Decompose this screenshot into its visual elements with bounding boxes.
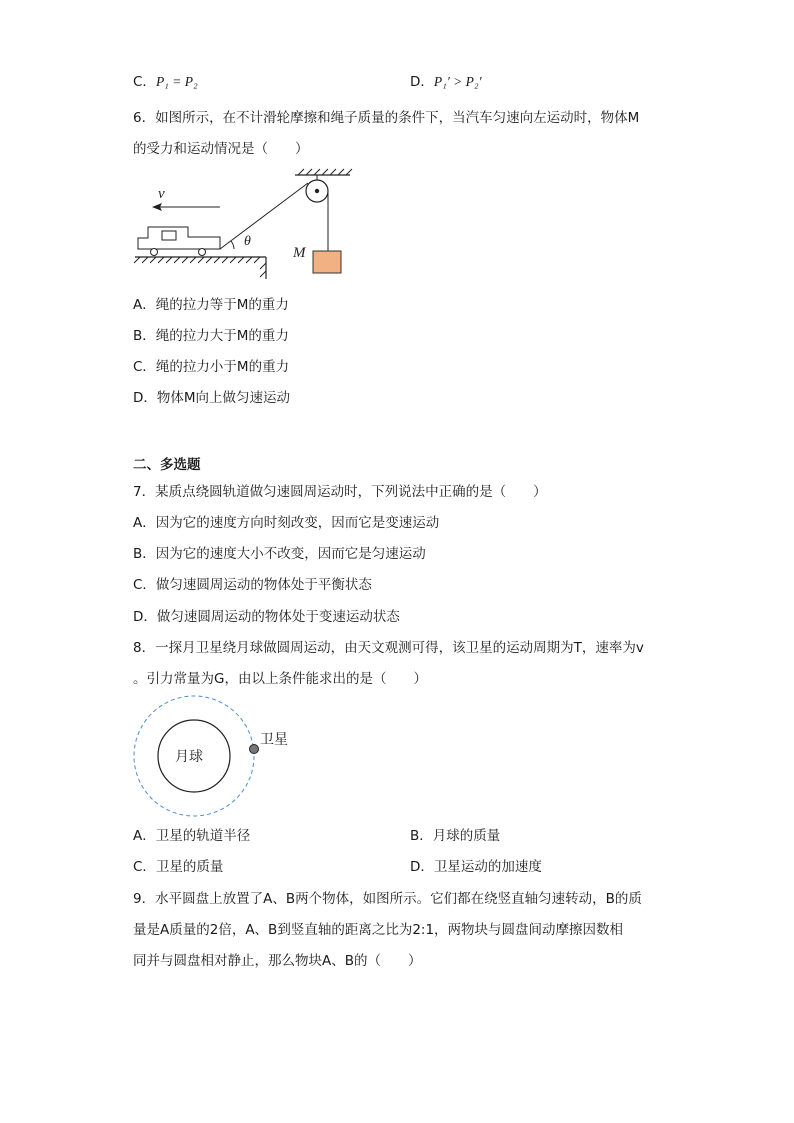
q5-option-c-letter: C． [133, 74, 156, 90]
q7-stem: 7．某质点绕圆轨道做匀速圆周运动时，下列说法中正确的是（ ） [133, 484, 547, 500]
q7-option-a: A．因为它的速度方向时刻改变，因而它是变速运动 [133, 515, 440, 531]
block-m [313, 251, 341, 273]
q8-stem-line2: 。引力常量为G，由以上条件能求出的是（ ） [133, 671, 427, 687]
q9-stem-line2: 量是A质量的2倍，A、B到竖直轴的距离之比为2:1，两物块与圆盘间动摩擦因数相 [133, 922, 624, 938]
q7-option-c: C．做匀速圆周运动的物体处于平衡状态 [133, 577, 372, 593]
angle-label: θ [244, 234, 251, 249]
satellite [250, 745, 259, 754]
q7-option-d: D．做匀速圆周运动的物体处于变速运动状态 [133, 609, 400, 625]
q6-option-b: B．绳的拉力大于M的重力 [133, 328, 289, 344]
q6-stem-line1: 6．如图所示，在不计滑轮摩擦和绳子质量的条件下，当汽车匀速向左运动时，物体M [133, 110, 640, 126]
car [138, 227, 220, 256]
q8-option-b: B．月球的质量 [410, 828, 501, 844]
q5-option-d-expr: P₁′ > P₂′ [433, 74, 482, 89]
velocity-label: v [158, 186, 165, 202]
q8-figure [130, 692, 310, 822]
q5-option-c-expr: P₁ = P₂ [155, 74, 198, 89]
rope-to-car [220, 183, 308, 249]
q9-stem-line1: 9．水平圆盘上放置了A、B两个物体，如图所示。它们都在绕竖直轴匀速转动，B的质 [133, 891, 642, 907]
q6-stem-line2: 的受力和运动情况是（ ） [133, 141, 309, 157]
q5-option-c [133, 72, 198, 92]
ceiling-hatch [298, 169, 352, 175]
q8-option-c: C．卫星的质量 [133, 859, 224, 875]
q7-option-b: B．因为它的速度大小不改变，因而它是匀速运动 [133, 546, 426, 562]
q6-figure [130, 165, 360, 285]
q6-option-d: D．物体M向上做匀速运动 [133, 390, 291, 406]
q8-option-d: D．卫星运动的加速度 [410, 859, 542, 875]
angle-arc [231, 241, 234, 249]
q6-option-c: C．绳的拉力小于M的重力 [133, 359, 290, 375]
ground-hatch [134, 257, 266, 277]
q8-option-a: A．卫星的轨道半径 [133, 828, 251, 844]
q5-option-d [410, 72, 482, 92]
pulley-axle [315, 189, 319, 193]
mass-label: M [293, 245, 306, 261]
q8-stem-line1: 8．一探月卫星绕月球做圆周运动，由天文观测可得，该卫星的运动周期为T，速率为v [133, 640, 644, 656]
q5-option-d-letter: D． [410, 74, 434, 90]
q6-option-a: A．绳的拉力等于M的重力 [133, 297, 289, 313]
moon-label: 月球 [175, 750, 203, 765]
section-heading-multi-choice: 二、多选题 [133, 457, 201, 473]
satellite-label: 卫星 [260, 733, 288, 748]
q9-stem-line3: 同并与圆盘相对静止，那么物块A、B的（ ） [133, 953, 422, 969]
